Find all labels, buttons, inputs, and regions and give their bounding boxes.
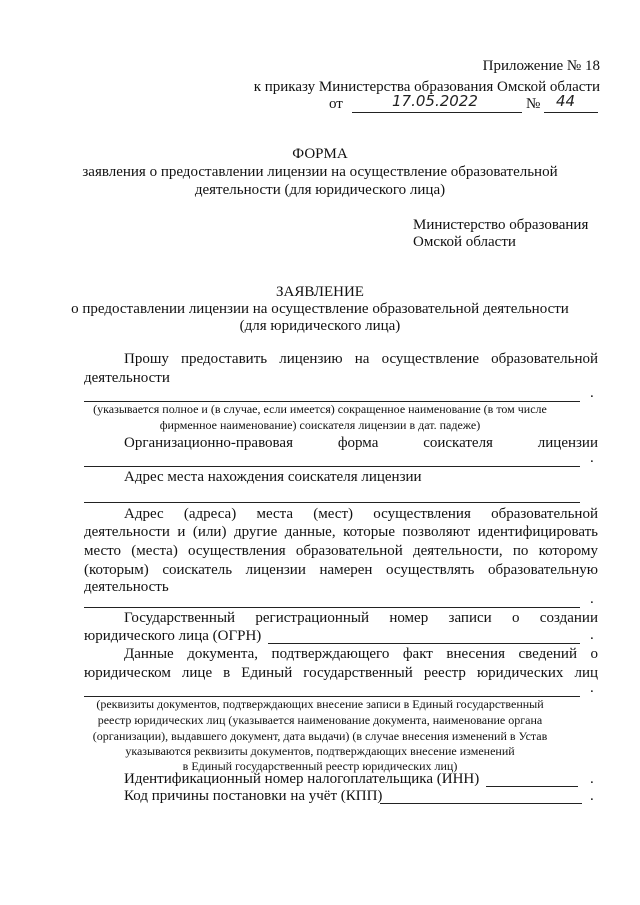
dot: .	[590, 627, 594, 643]
ogrn-line2: юридического лица (ОГРН)	[84, 628, 262, 644]
request-line1: Прошу предоставить лицензию на осуществление образовательной	[124, 351, 598, 367]
dot: .	[590, 591, 594, 607]
statement-title: ЗАЯВЛЕНИЕ	[276, 284, 364, 300]
inn-field[interactable]	[486, 786, 578, 787]
statement-subtitle-line2: (для юридического лица)	[239, 318, 401, 334]
doc-line1: Данные документа, подтверждающего факт внесения сведений о	[124, 646, 598, 662]
places-line4: (которым) соискатель лицензии намерен осуществлять образовательную	[84, 562, 598, 578]
note-name-line2: фирменное наименование) соискателя лицензии в дат. падеже)	[159, 418, 481, 432]
note-name-line1: (указывается полное и (в случае, если имеется) сокращенное наименование (в том числе	[93, 402, 547, 416]
dot: .	[590, 771, 594, 787]
note-doc-line4: указываются реквизиты документов, подтверждающих внесение изменений	[125, 744, 515, 758]
dot: .	[590, 788, 594, 804]
address-label: Адрес места нахождения соискателя лицензии	[124, 469, 422, 485]
doc-line2: юридическом лице в Единый государственный реестр юридических лиц	[84, 665, 598, 681]
order-date: 17.05.2022	[392, 92, 478, 110]
legal-form-label: Организационно-правовая форма соискателя лицензии	[124, 435, 598, 451]
order-reference: к приказу Министерства образования Омской области	[253, 79, 600, 95]
note-doc-line3: (организации), выдавшего документ, дата выдачи) (в случае внесения изменений в Устав	[92, 729, 548, 743]
appendix-number: Приложение № 18	[482, 58, 600, 74]
recipient-line1: Министерство образования	[413, 217, 589, 233]
inn-label: Идентификационный номер налогоплательщика (ИНН)	[124, 771, 480, 787]
number-line	[544, 112, 598, 113]
form-title: ФОРМА	[292, 146, 348, 162]
kpp-field[interactable]	[380, 803, 582, 804]
ogrn-line1: Государственный регистрационный номер записи о создании	[124, 610, 598, 626]
number-label: №	[526, 96, 541, 112]
order-number: 44	[556, 92, 576, 110]
date-line	[352, 112, 522, 113]
places-line3: место (места) осуществления образовательной деятельности, по которому	[84, 543, 598, 559]
places-field[interactable]	[84, 607, 580, 608]
kpp-label: Код причины постановки на учёт (КПП)	[124, 788, 383, 804]
from-label: от	[329, 96, 343, 112]
note-doc-line2: реестр юридических лиц (указывается наименование документа, наименование органа	[97, 713, 543, 727]
dot: .	[590, 450, 594, 466]
places-line2: деятельности и (или) другие данные, которые позволяют идентифицировать	[84, 524, 598, 540]
note-doc-line1: (реквизиты документов, подтверждающих внесение записи в Единый государственный	[96, 697, 544, 711]
address-field[interactable]	[84, 502, 580, 503]
places-line1: Адрес (адреса) места (мест) осуществления образовательной	[124, 506, 598, 522]
dot: .	[590, 385, 594, 401]
form-subtitle-line2: деятельности (для юридического лица)	[194, 182, 446, 198]
places-line5: деятельность	[84, 579, 169, 595]
recipient-line2: Омской области	[413, 234, 516, 250]
dot: .	[590, 680, 594, 696]
ogrn-field[interactable]	[268, 643, 580, 644]
note-doc-line5: в Единый государственный реестр юридических лиц)	[182, 759, 458, 773]
request-line2: деятельности	[84, 370, 170, 386]
legal-form-field[interactable]	[84, 466, 580, 467]
form-subtitle-line1: заявления о предоставлении лицензии на осуществление образовательной	[82, 164, 558, 180]
statement-subtitle-line1: о предоставлении лицензии на осуществление образовательной деятельности	[71, 301, 569, 317]
